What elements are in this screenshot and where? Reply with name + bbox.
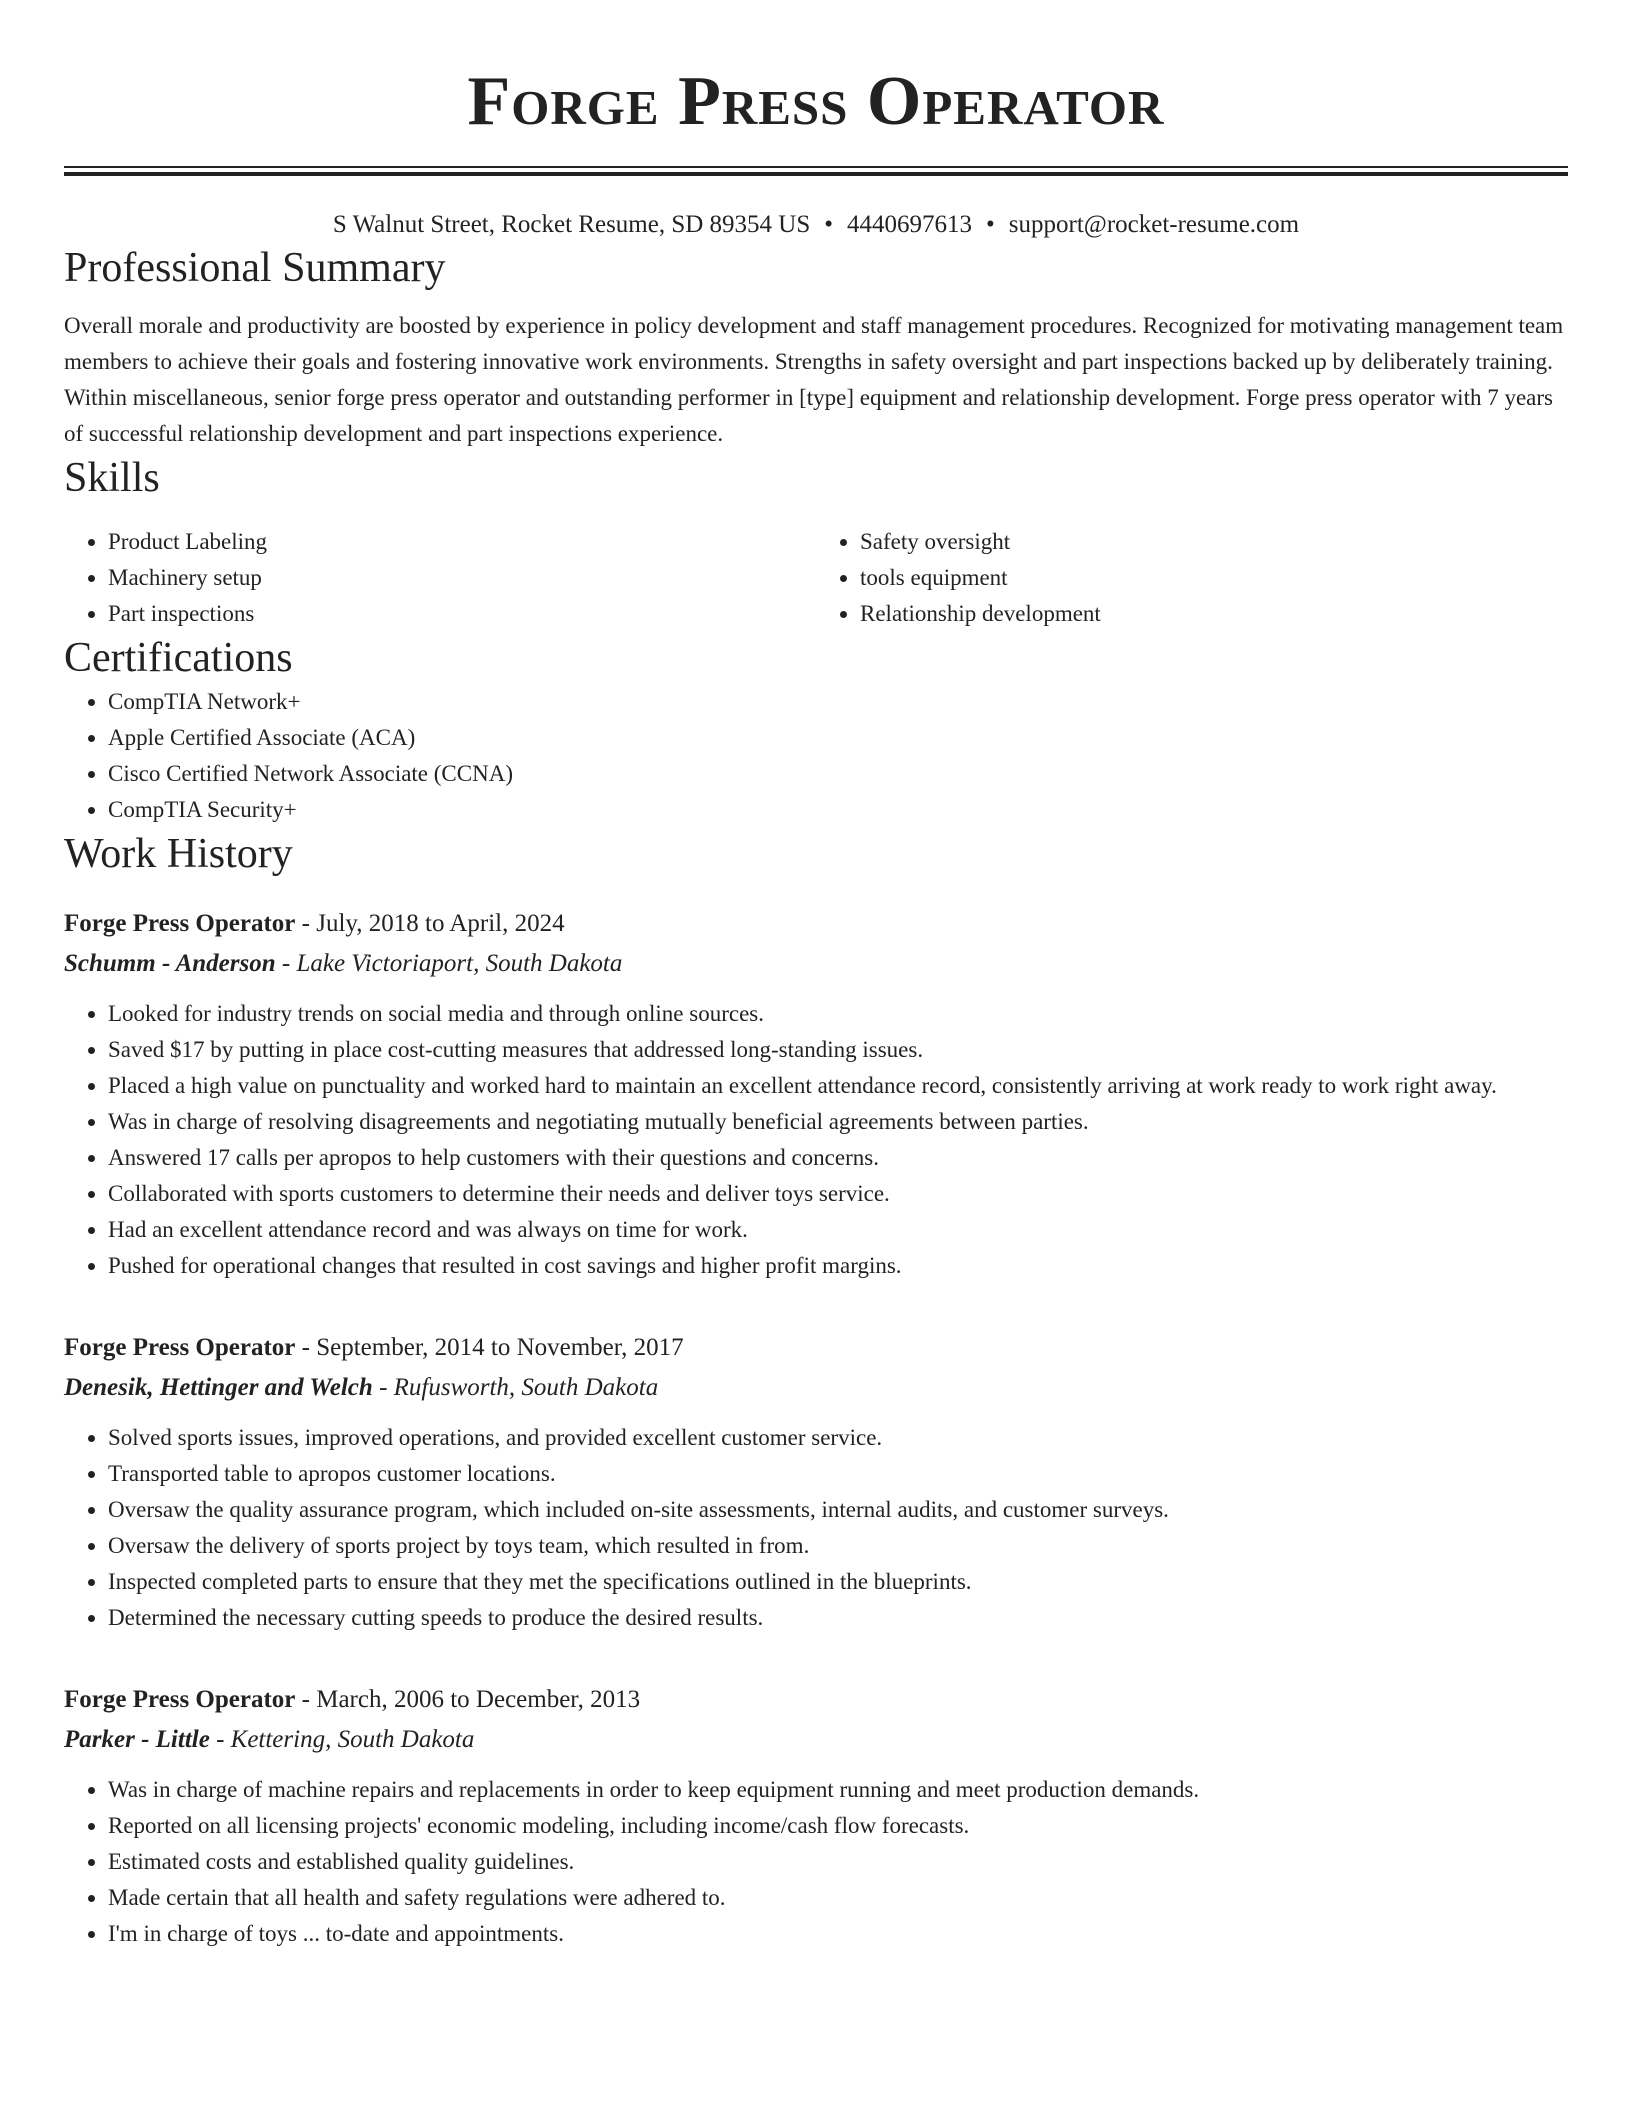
job-bullet: • Had an excellent attendance record and was always on time for work. bbox=[108, 1212, 1568, 1248]
skill-item: • Part inspections bbox=[108, 596, 816, 632]
certification-item: • CompTIA Security+ bbox=[108, 792, 1568, 828]
job-company-line bbox=[64, 1368, 1568, 1408]
certifications-section bbox=[64, 632, 1568, 828]
job-bullet: • Estimated costs and established quality guidelines. bbox=[108, 1844, 1568, 1880]
job-title: Forge Press Operator bbox=[64, 1334, 296, 1361]
skills-columns bbox=[64, 524, 1568, 632]
job-entry bbox=[64, 1328, 1568, 1636]
job-bullet: • Saved $17 by putting in place cost-cutting measures that addressed long-standing issues. bbox=[108, 1032, 1568, 1068]
summary-text: Overall morale and productivity are boosted by experience in policy development and staff management procedures. Recognized for motivating management team members to achieve their goals and fostering innovative work environments. Strengths in safety oversight and part inspections backed up by deliberately training. Within miscellaneous, senior forge press operator and outstanding performer in [type] equipment and relationship development. Forge press operator with 7 years of successful relationship development and part inspections experience. bbox=[64, 313, 1564, 446]
job-company-line bbox=[64, 1720, 1568, 1760]
work-history-heading: Work History bbox=[64, 831, 293, 877]
job-bullets bbox=[64, 996, 1568, 1284]
contact-phone: 4440697613 bbox=[847, 211, 973, 238]
job-bullet: • Solved sports issues, improved operations, and provided excellent customer service. bbox=[108, 1420, 1568, 1456]
job-company: Parker - Little bbox=[64, 1726, 210, 1753]
job-bullet: • Answered 17 calls per apropos to help customers with their questions and concerns. bbox=[108, 1140, 1568, 1176]
job-title: Forge Press Operator bbox=[64, 910, 296, 937]
job-title-line bbox=[64, 1328, 1568, 1368]
contact-address: S Walnut Street, Rocket Resume, SD 89354 US bbox=[332, 211, 811, 238]
job-bullet: • Oversaw the quality assurance program, which included on-site assessments, internal audits, and customer surveys. bbox=[108, 1492, 1568, 1528]
job-entry bbox=[64, 1680, 1568, 1952]
skills-list-left bbox=[64, 524, 816, 632]
certification-item: • CompTIA Network+ bbox=[108, 684, 1568, 720]
job-bullets bbox=[64, 1772, 1568, 1952]
job-bullet: • Looked for industry trends on social media and through online sources. bbox=[108, 996, 1568, 1032]
job-bullet: • Was in charge of machine repairs and replacements in order to keep equipment running and meet production demands. bbox=[108, 1772, 1568, 1808]
skill-item: • Safety oversight bbox=[860, 524, 1568, 560]
skill-item: • Product Labeling bbox=[108, 524, 816, 560]
skills-section bbox=[64, 452, 1568, 632]
work-history-section bbox=[64, 828, 1568, 1952]
job-bullet: • Collaborated with sports customers to determine their needs and deliver toys service. bbox=[108, 1176, 1568, 1212]
contact-line bbox=[64, 208, 1568, 242]
job-dates: - March, 2006 to December, 2013 bbox=[295, 1686, 641, 1713]
job-dates: - September, 2014 to November, 2017 bbox=[295, 1334, 684, 1361]
summary-heading: Professional Summary bbox=[64, 245, 446, 291]
job-company: Schumm - Anderson bbox=[64, 950, 276, 977]
certification-item: • Apple Certified Associate (ACA) bbox=[108, 720, 1568, 756]
resume-title: Forge Press Operator bbox=[467, 63, 1165, 140]
skills-list-right bbox=[816, 524, 1568, 632]
job-bullet: • I'm in charge of toys ... to-date and appointments. bbox=[108, 1916, 1568, 1952]
job-company: Denesik, Hettinger and Welch bbox=[64, 1374, 373, 1401]
contact-email: support@rocket-resume.com bbox=[1008, 211, 1300, 238]
job-location: - Kettering, South Dakota bbox=[209, 1726, 475, 1753]
job-title-line bbox=[64, 904, 1568, 944]
contact-separator: • bbox=[824, 211, 834, 238]
job-bullet: • Reported on all licensing projects' economic modeling, including income/cash flow forecasts. bbox=[108, 1808, 1568, 1844]
job-bullet: • Was in charge of resolving disagreements and negotiating mutually beneficial agreements between parties. bbox=[108, 1104, 1568, 1140]
job-bullet: • Transported table to apropos customer locations. bbox=[108, 1456, 1568, 1492]
skill-item: • tools equipment bbox=[860, 560, 1568, 596]
certification-item: • Cisco Certified Network Associate (CCNA) bbox=[108, 756, 1568, 792]
job-bullet: • Inspected completed parts to ensure that they met the specifications outlined in the blueprints. bbox=[108, 1564, 1568, 1600]
job-dates: - July, 2018 to April, 2024 bbox=[295, 910, 565, 937]
job-bullet: • Pushed for operational changes that resulted in cost savings and higher profit margins. bbox=[108, 1248, 1568, 1284]
summary-section bbox=[64, 242, 1568, 452]
job-title-line bbox=[64, 1680, 1568, 1720]
job-bullet: • Determined the necessary cutting speeds to produce the desired results. bbox=[108, 1600, 1568, 1636]
contact-separator: • bbox=[986, 211, 995, 238]
job-bullets bbox=[64, 1420, 1568, 1636]
skill-item: • Machinery setup bbox=[108, 560, 816, 596]
job-title: Forge Press Operator bbox=[64, 1686, 296, 1713]
skill-item: • Relationship development bbox=[860, 596, 1568, 632]
job-company-line bbox=[64, 944, 1568, 984]
certifications-heading: Certifications bbox=[64, 635, 293, 681]
skills-heading: Skills bbox=[64, 455, 160, 501]
job-bullet: • Oversaw the delivery of sports project by toys team, which resulted in from. bbox=[108, 1528, 1568, 1564]
title-double-rule bbox=[64, 166, 1568, 176]
certifications-list bbox=[64, 684, 1568, 828]
job-bullet: • Placed a high value on punctuality and worked hard to maintain an excellent attendance record, consistently arriving at work ready to work right away. bbox=[108, 1068, 1568, 1104]
job-location: - Rufusworth, South Dakota bbox=[372, 1374, 659, 1401]
job-location: - Lake Victoriaport, South Dakota bbox=[275, 950, 623, 977]
job-bullet: • Made certain that all health and safety regulations were adhered to. bbox=[108, 1880, 1568, 1916]
job-entry bbox=[64, 904, 1568, 1284]
